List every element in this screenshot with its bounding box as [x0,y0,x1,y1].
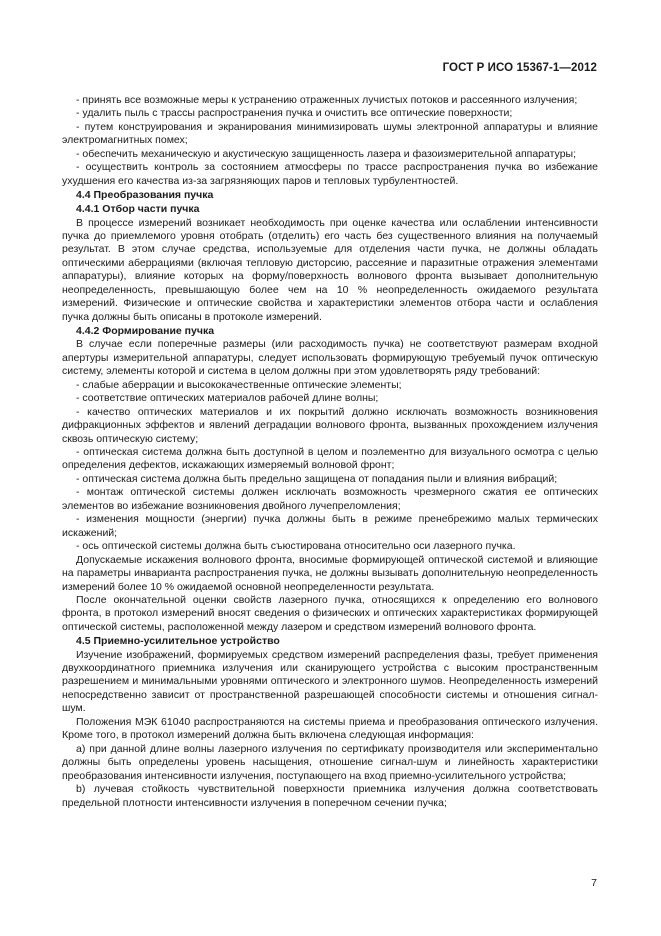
section-heading: 4.4.2 Формирование пучка [76,325,215,338]
paragraph: - слабые аберрации и высококачественные оптические элементы; [76,378,402,391]
paragraph: - монтаж оптической системы должен исключать возможность чрезмерного сжатия ее оптических элементов во избежание возникновения двойного лучепреломления; [62,486,598,512]
section-heading: 4.4 Преобразования пучка [76,189,214,202]
paragraph: В случае если поперечные размеры (или расходимость пучка) не соответствуют размерам входной апертуры измерительной аппаратуры, следует использовать формирующую требуемый пучок оптическую систему, элементы которой и система в целом должны при этом удовлетворять ряду требований: [62,338,598,378]
paragraph: b) лучевая стойкость чувствительной поверхности приемника излучения должна соответствовать предельной плотности интенсивности излучения в поперечном сечении пучка; [62,783,598,809]
paragraph: Положения МЭК 61040 распространяются на системы приема и преобразования оптического излучения. Кроме того, в протокол измерений должна быть включена следующая информация: [62,715,598,742]
paragraph: - осуществить контроль за состоянием атмосферы по трассе распространения пучка во избежание ухудшения его качества из-за загрязняющих паров и тепловых турбулентностей. [62,161,598,187]
paragraph: - оптическая система должна быть доступной в целом и поэлементно для визуального осмотра с целью определения дефектов, искажающих измеряемый волновой фронт; [62,446,598,472]
paragraph: Допускаемые искажения волнового фронта, вносимые формирующей оптической системой и влияющие на параметры инварианта распространения пучка, не должны вызывать дополнительную неопределенность измерений более 10 % ожидаемой основной неопределенности результата. [62,553,598,593]
paragraph: а) при данной длине волны лазерного излучения по сертификату производителя или экспериментально должны быть определены уровень насыщения, отношение сигнал-шум и линейность характеристики преобразования интенсивности излучения, поступающего на вход приемно-усилительного устройства; [62,742,598,782]
paragraph: В процессе измерений возникает необходимость при оценке качества или ослаблении интенсивности пучка до приемлемого уровня отобрать (отделить) его часть без существенного влияния на получаемый результат. В этом случае средства, используемые для отделения части пучка, не должны обладать оптическими аберрациями (включая тепловую дисторсию, рассеяние и паразитные отражения элементами аппаратуры), влияние которых на форму/поверхность волнового фронта вызывает дополнительную неопределенность, превышающую более чем на 10 % неопределенность ожидаемого результата измерений. Физические и оптические свойства и характеристики элементов отбора части и ослабления пучка должны быть описаны в протоколе измерений. [62,216,598,323]
document-body [62,94,598,810]
paragraph: Изучение изображений, формируемых средством измерений распределения фазы, требует применения двухкоординатного приемника излучения или сканирующего устройства с высоким пространственным разрешением и минимальными уровнями оптического и электронного шумов. Неопределенность измерений непосредственно зависит от пространственной разрешающей способности системы и отношения сигнал-шум. [62,648,598,715]
section-heading: 4.4.1 Отбор части пучка [76,203,200,216]
paragraph: - оптическая система должна быть предельно защищена от попадания пыли и влияния вибраций; [76,472,558,485]
paragraph: - соответствие оптических материалов рабочей длине волны; [76,392,379,405]
document-header: ГОСТ Р ИСО 15367-1—2012 [442,62,597,74]
paragraph: - путем конструирования и экранирования минимизировать шумы электронной аппаратуры и влияние электромагнитных помех; [62,120,598,147]
section-heading: 4.5 Приемно-усилительное устройство [76,635,280,648]
paragraph: - качество оптических материалов и их покрытий должно исключать возможность возникновения дифракционных эффектов и явлений деградации волнового фронта, вызванных прохождением излучения сквозь оптическую систему; [62,405,598,445]
paragraph: - ось оптической системы должна быть съюстирована относительно оси лазерного пучка. [76,540,516,553]
paragraph: После окончательной оценки свойств лазерного пучка, относящихся к определению его волнового фронта, в протокол измерений вносят сведения о физических и оптических характеристиках формирующей оптической системы, расположенной между лазером и средством измерений волнового фронта. [62,594,598,633]
paragraph: - изменения мощности (энергии) пучка должны быть в режиме пренебрежимо малых термических искажений; [62,513,598,539]
paragraph: - принять все возможные меры к устранению отраженных лучистых потоков и рассеянного излучения; [76,94,578,106]
page-number: 7 [591,877,597,889]
paragraph: - обеспечить механическую и акустическую защищенность лазера и фазоизмерительной аппаратуры; [76,147,576,160]
paragraph: - удалить пыль с трассы распространения пучка и очистить все оптические поверхности; [76,107,513,120]
